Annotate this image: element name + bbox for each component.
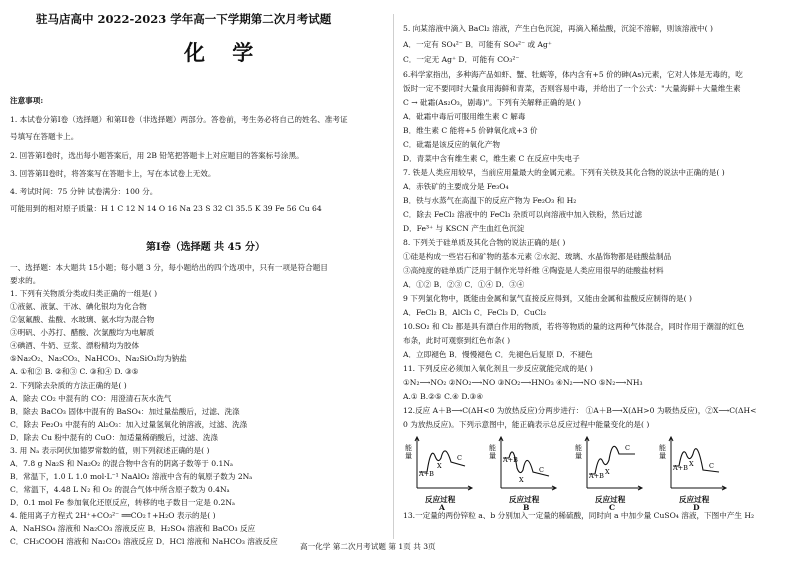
- label-c: C: [539, 466, 544, 474]
- label-x: X: [605, 468, 610, 476]
- note-line: 4. 考试时间：75 分钟 试卷满分：100 分。: [10, 187, 158, 196]
- option-letter: C: [609, 503, 616, 512]
- q6-option: D．青菜中含有维生素 C，维生素 C 在反应中失电子: [403, 154, 580, 163]
- q1-statement: ④碘酒、牛奶、豆浆、漂粉精均为胶体: [10, 341, 140, 350]
- label-a-plus-b: A+B: [589, 472, 604, 480]
- y-axis-label: 能: [489, 444, 496, 452]
- note-line: 1. 本试卷分第I卷（选择题）和第II卷（非选择题）两部分。答卷前，考生务必将自己的姓名、准考证: [10, 115, 348, 124]
- q2-option: B．除去 BaCO₃ 固体中混有的 BaSO₄：加过量盐酸后，过滤、洗涤: [10, 407, 240, 416]
- q7-option: B．铁与水蒸气在高温下的反应产物为 Fe₂O₃ 和 H₂: [403, 196, 577, 205]
- q7-option: A．赤铁矿的主要成分是 Fe₃O₄: [403, 182, 509, 191]
- question-3: 3. 用 Nₐ 表示阿伏加德罗常数的值，则下列叙述正确的是( ): [10, 446, 210, 455]
- q1-statement: ③明矾、小苏打、醋酸、次氯酸均为电解质: [10, 328, 155, 337]
- option-letter: D: [693, 503, 700, 512]
- label-c: C: [709, 462, 714, 470]
- q10-options: A．立即褪色 B．慢慢褪色 C．先褪色后复原 D．不褪色: [403, 350, 593, 359]
- q2-option: D．除去 Cu 粉中混有的 CuO：加适量稀硝酸后，过滤、洗涤: [10, 433, 219, 442]
- option-letter: A: [439, 503, 445, 512]
- question-1: 1. 下列有关物质分类或归类正确的一组是( ): [10, 289, 158, 298]
- x-axis-label: 反应过程: [679, 495, 710, 504]
- section-instructions: 一、选择题：本大题共 15小题；每小题 3 分，每小题给出的四个选项中，只有一项是符合题目: [10, 263, 328, 272]
- q3-option: B．常温下，1.0 L 1.0 mol·L⁻¹ NaAlO₂ 溶液中含有的氧原子数为 2Nₐ: [10, 472, 253, 481]
- energy-diagram-svg: [489, 432, 573, 498]
- label-c: C: [625, 444, 630, 452]
- q3-option: D．0.1 mol Fe 参加氧化还原反应，转移的电子数目一定是 0.2Nₐ: [10, 498, 235, 507]
- label-x: X: [689, 460, 694, 468]
- q1-statement: ②氢氟酸、盐酸、水玻璃、氨水均为混合物: [10, 315, 155, 324]
- y-axis-label: 能: [405, 444, 412, 452]
- energy-diagram-svg: [575, 432, 659, 498]
- q4-options: C．CH₃COOH 溶液和 Na₂CO₃ 溶液反应 D．HCl 溶液和 NaHCO₃ 溶液反应: [10, 537, 278, 546]
- question-6: 6.科学家指出，多种海产品如虾、蟹、牡蛎等，体内含有+5 价的砷(As)元素，它对人体是无毒的，吃: [403, 70, 743, 79]
- question-11: 11. 下列反应必须加入氧化剂且一步反应就能完成的是( ): [403, 364, 593, 373]
- section-title: 第I卷（选择题 共 45 分）: [146, 242, 266, 253]
- q8-statement: ①硅是构成一些岩石和矿物的基本元素 ②水泥、玻璃、水晶饰物都是硅酸盐制品: [403, 252, 672, 261]
- q5-options: A．一定有 SO₄²⁻ B．可能有 SO₄²⁻ 或 Ag⁺: [403, 40, 552, 49]
- section-instructions: 要求的。: [10, 276, 41, 285]
- q1-statement: ①液氨、液氯、干冰、碘化银均为化合物: [10, 302, 147, 311]
- question-10: 10.SO₂ 和 Cl₂ 都是具有漂白作用的物质，若将等物质的量的这两种气体混合，同时作用于潮湿的红色: [403, 322, 745, 331]
- question-6: 饭时一定不要同时大量食用海鲜和青菜，否则容易中毒，并给出了一个公式："大量海鲜＋大量维生素: [403, 84, 741, 93]
- label-c: C: [457, 454, 462, 462]
- question-12: 12.反应 A＋B⟶C(ΔH<0 为放热反应)分两步进行： ①A＋B⟶X(ΔH>0 为吸热反应)，②X⟶C(ΔH<: [403, 406, 757, 415]
- q5-options: C．一定无 Ag⁺ D．可能有 CO₃²⁻: [403, 55, 520, 64]
- x-axis-label: 反应过程: [595, 495, 626, 504]
- q1-options: A. ①和② B. ②和③ C. ③和④ D. ③⑤: [10, 367, 139, 376]
- label-x: X: [519, 476, 524, 484]
- q7-option: D．Fe³⁺ 与 KSCN 产生血红色沉淀: [403, 224, 525, 233]
- page-footer: 高一化学 第二次月考试题 第 1页 共 3页: [300, 542, 436, 551]
- question-10: 布条，此时可观察到红色布条( ): [403, 336, 511, 345]
- note-line: 号填写在答题卡上。: [10, 132, 79, 141]
- energy-diagram-b: [489, 432, 573, 512]
- x-axis-label: 反应过程: [509, 495, 540, 504]
- y-axis-label: 量: [489, 452, 496, 460]
- column-divider: [393, 14, 394, 539]
- question-6: C → 砒霜(As₂O₃，剧毒)"。下列有关解释正确的是( ): [403, 98, 581, 107]
- question-9: 9 下列氯化物中，既能由金属和氯气直接反应得到，又能由金属和盐酸反应制得的是( ): [403, 294, 692, 303]
- q2-option: C．除去 Fe₂O₃ 中混有的 Al₂O₃：加入过量氢氧化钠溶液，过滤、洗涤: [10, 420, 248, 429]
- y-axis-label: 能: [659, 444, 666, 452]
- question-12: 0 为放热反应)。下列示意图中，能正确表示总反应过程中能量变化的是( ): [403, 420, 650, 429]
- question-8: 8. 下列关于硅单质及其化合物的说法正确的是( ): [403, 238, 566, 247]
- note-line: 2. 回答第I卷时，选出每小题答案后，用 2B 铅笔把答题卡上对应题目的答案标号涂黑。: [10, 151, 304, 160]
- q6-option: B．维生素 C 能将+5 价砷氧化成+3 价: [403, 126, 538, 135]
- label-a-plus-b: A+B: [673, 464, 688, 472]
- q4-options: A．NaHSO₄ 溶液和 Na₂CO₃ 溶液反应 B．H₂SO₄ 溶液和 BaCO₃ 反应: [10, 524, 256, 533]
- question-4: 4. 能用离子方程式 2H⁺+CO₃²⁻ ══CO₂↑+H₂O 表示的是( ): [10, 511, 216, 520]
- question-2: 2. 下列除去杂质的方法正确的是( ): [10, 381, 127, 390]
- exam-title: 驻马店高中 2022-2023 学年高一下学期第二次月考试题: [36, 12, 332, 26]
- label-a-plus-b: A+B: [419, 470, 434, 478]
- q9-options: A．FeCl₂ B．AlCl₃ C．FeCl₃ D．CuCl₂: [403, 308, 547, 317]
- y-axis-label: 量: [575, 452, 582, 460]
- q7-option: C．除去 FeCl₂ 溶液中的 FeCl₃ 杂质可以向溶液中加入铁粉，然后过滤: [403, 210, 642, 219]
- x-axis-label: 反应过程: [425, 495, 456, 504]
- note-line: 3. 回答第II卷时，将答案写在答题卡上，写在本试卷上无效。: [10, 169, 216, 178]
- y-axis-label: 量: [659, 452, 666, 460]
- question-7: 7. 铁是人类应用较早，当前应用量最大的金属元素。下列有关铁及其化合物的说法中正确的是( ): [403, 168, 725, 177]
- y-axis-label: 能: [575, 444, 582, 452]
- atomic-mass-line: 可能用到的相对原子质量：H 1 C 12 N 14 O 16 Na 23 S 32 Cl 35.5 K 39 Fe 56 Cu 64: [10, 204, 322, 213]
- energy-diagram-d: [659, 432, 743, 512]
- q6-option: C．砒霜是该反应的氧化产物: [403, 140, 500, 149]
- label-a-plus-b: A+B: [503, 456, 518, 464]
- q2-option: A．除去 CO₂ 中混有的 CO：用澄清石灰水洗气: [10, 394, 172, 403]
- y-axis-label: 量: [405, 452, 412, 460]
- label-x: X: [437, 462, 442, 470]
- subject-title: 化 学: [184, 40, 264, 65]
- energy-diagram-c: [575, 432, 659, 512]
- q6-option: A．砒霜中毒后可服用维生素 C 解毒: [403, 112, 526, 121]
- question-13: 13.一定量的两份锌粒 a、b 分别加入一定量的稀硫酸，同时向 a 中加少量 CuSO₄ 溶液，下图中产生 H₂: [403, 511, 755, 520]
- energy-diagram-svg: [659, 432, 743, 498]
- notes-heading: 注意事项:: [10, 96, 44, 105]
- energy-diagram-svg: [405, 432, 489, 498]
- q1-statement: ⑤Na₂O₂、Na₂CO₃、NaHCO₃、Na₂SiO₃均为钠盐: [10, 354, 187, 363]
- q3-option: C．常温下，4.48 L N₂ 和 O₂ 的混合气体中所含原子数为 0.4Nₐ: [10, 485, 230, 494]
- q11-options: A.① B.②⑤ C.④ D.③④: [403, 392, 484, 401]
- energy-diagram-a: [405, 432, 489, 512]
- q3-option: A．7.8 g Na₂S 和 Na₂O₂ 的混合物中含有的阴离子数等于 0.1Nₐ: [10, 459, 233, 468]
- q11-statements: ①N₂⟶NO₂ ②NO₂⟶NO ③NO₂⟶HNO₃ ④N₂⟶NO ⑤N₂⟶NH₃: [403, 378, 643, 387]
- option-letter: B: [523, 503, 530, 512]
- question-5: 5. 向某溶液中滴入 BaCl₂ 溶液，产生白色沉淀，再滴入稀盐酸，沉淀不溶解，则该溶液中( ): [403, 24, 713, 33]
- q8-options: A．①② B．②③ C．①④ D．③④: [403, 280, 525, 289]
- q8-statement: ③高纯度的硅单质广泛用于制作光导纤维 ④陶瓷是人类应用很早的硅酸盐材料: [403, 266, 664, 275]
